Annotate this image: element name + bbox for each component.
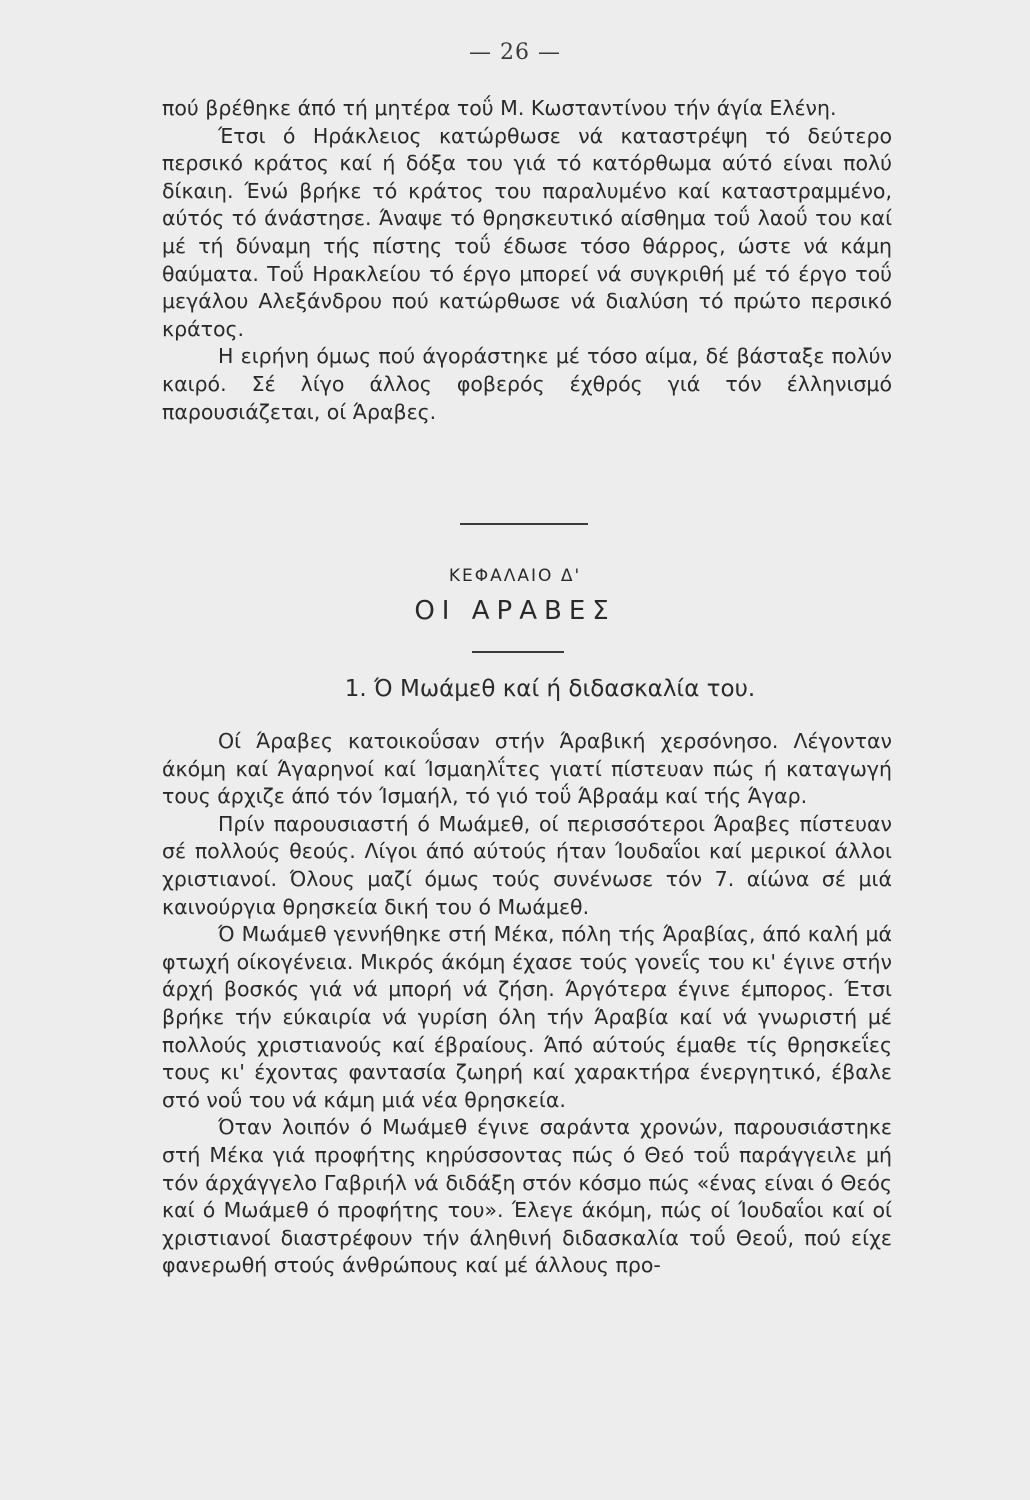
paragraph: Οί Άραβες κατοικοΰσαν στήν Άραβική χερσόνησο. Λέγονταν άκόμη καί Άγαρηνοί καί Ίσμαηλΐτες γιατί πίστευαν πώς ή καταγωγή τους άρχιζε άπό τόν Ίσμαήλ, τό γιό τοΰ Άβραάμ καί τής Άγαρ. <box>162 729 892 809</box>
section-title: 1. Ό Μωάμεθ καί ή διδασκαλία του. <box>344 676 756 702</box>
paragraph: πού βρέθηκε άπό τή μητέρα τοΰ Μ. Κωσταντίνου τήν άγία Ελένη. <box>162 96 837 120</box>
paragraph: Έτσι ό Ηράκλειος κατώρθωσε νά καταστρέψη τό δεύτερο περσικό κράτος καί ή δόξα του γιά τό κατόρθωμα αύτό είναι πολύ δίκαιη. Ένώ βρήκε τό κράτος του παραλυμένο καί καταστραμμένο, αύτός τό άνάστησε. Άναψε τό θρησκευτικό αίσθημα τοΰ λαοΰ του καί μέ τή δύναμη τής πίστης τοΰ έδωσε τόσο θάρρος, ώστε νά κάμη θαύματα. Τοΰ Ηρακλείου τό έργο μπορεί νά συγκριθή μέ τό έργο τοΰ μεγάλου Αλεξάνδρου πού κατώρθωσε νά διαλύση τό πρώτο περσικό κράτος. <box>162 123 892 341</box>
page-number: — 26 — <box>469 40 561 65</box>
divider-rule <box>472 651 564 653</box>
paragraph: Η ειρήνη όμως πού άγοράστηκε μέ τόσο αίμα, δέ βάσταξε πολύν καιρό. Σέ λίγο άλλος φοβερός έχθρός γιά τόν έλληνισμό παρουσιάζεται, οί Άραβες. <box>162 344 892 424</box>
top-text-block <box>162 95 892 426</box>
chapter-title: ΟΙ ΑΡΑΒΕΣ <box>414 596 616 626</box>
main-text-block <box>162 728 892 1280</box>
chapter-label: ΚΕΦΑΛΑΙΟ Δ' <box>448 566 582 586</box>
paragraph: Ό Μωάμεθ γεννήθηκε στή Μέκα, πόλη τής Άραβίας, άπό καλή μά φτωχή οίκογένεια. Μικρός άκόμη έχασε τούς γονεΐς του κι' έγινε στήν άρχή βοσκός γιά νά μπορή νά ζήση. Άργότερα έγινε έμπορος. Έτσι βρήκε τήν εύκαιρία νά γυρίση όλη τήν Άραβία καί νά γνωριστή μέ πολλούς χριστιανούς καί έβραίους. Άπό αύτούς έμαθε τίς θρησκεΐες τους κι' έχοντας φαντασία ζωηρή καί χαρακτήρα ένεργητικό, έβαλε στό νοΰ του νά κάμη μιά νέα θρησκεία. <box>162 922 892 1112</box>
paragraph: Πρίν παρουσιαστή ό Μωάμεθ, οί περισσότεροι Άραβες πίστευαν σέ πολλούς θεούς. Λίγοι άπό αύτούς ήταν Ίουδαΐοι καί μερικοί άλλοι χριστιανοί. Όλους μαζί όμως τούς συνένωσε τόν 7. αίώνα σέ μιά καινούργια θρησκεία δική του ό Μωάμεθ. <box>162 811 892 919</box>
divider-rule <box>460 523 588 525</box>
paragraph: Όταν λοιπόν ό Μωάμεθ έγινε σαράντα χρονών, παρουσιάστηκε στή Μέκα γιά προφήτης κηρύσσοντας πώς ό Θεό τοΰ παράγγειλε μή τόν άρχάγγελο Γαβριήλ νά διδάξη στόν κόσμο πώς «ένας είναι ό Θεός καί ό Μωάμεθ ό προφήτης του». Έλεγε άκόμη, πώς οί Ίουδαΐοι καί οί χριστιανοί διαστρέφουν τήν άληθινή διδασκαλία τοΰ Θεοΰ, πού είχε φανερωθή στούς άνθρώπους καί μέ άλλους προ- <box>162 1115 892 1278</box>
